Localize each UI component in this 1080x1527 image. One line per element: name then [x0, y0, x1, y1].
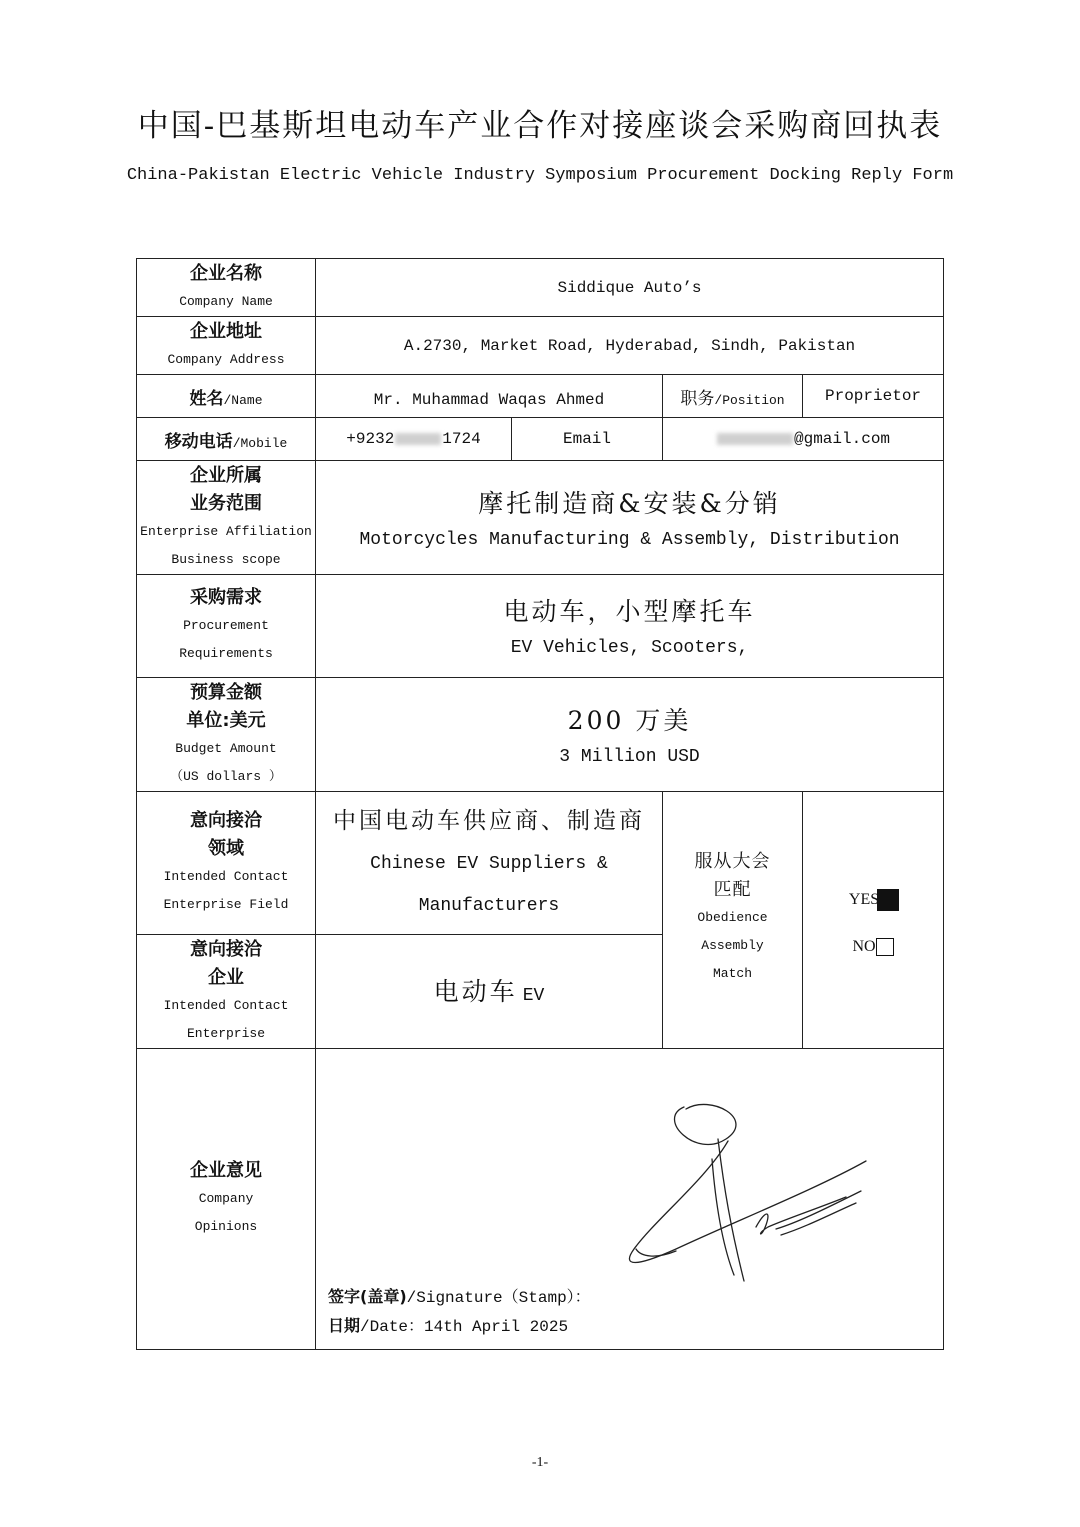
procurement-value: 电动车，小型摩托车 EV Vehicles, Scooters,: [316, 575, 944, 678]
row-mobile-email: [137, 418, 944, 461]
row-contact-field: [137, 792, 944, 935]
mobile-value: +9232 1724: [316, 418, 512, 461]
redacted-blur: [395, 433, 441, 445]
no-label: NO: [852, 938, 876, 955]
yes-checkbox[interactable]: [879, 891, 897, 909]
page-subtitle: China-Pakistan Electric Vehicle Industry Symposium Procurement Docking Reply Form: [126, 166, 954, 185]
name-label: 姓名/Name: [137, 375, 316, 418]
row-name-position: [137, 375, 944, 418]
business-scope-value: 摩托制造商&安装&分销 Motorcycles Manufacturing & Assembly, Distribution: [316, 461, 944, 575]
yes-label: YES: [848, 891, 880, 908]
obedience-options: [803, 792, 944, 1049]
name-value: Mr. Muhammad Waqas Ahmed: [316, 375, 663, 418]
contact-field-label: 意向接洽 领域 Intended Contact Enterprise Field: [137, 792, 316, 935]
date-line: 日期/Date：14th April 2025: [328, 1316, 569, 1336]
contact-enterprise-value: 电动车 EV: [316, 935, 663, 1049]
signature-block: [328, 1283, 591, 1341]
obedience-label: 服从大会 匹配 Obedience Assembly Match: [663, 792, 803, 1049]
opinions-value: [316, 1049, 944, 1350]
company-address-label: 企业地址 Company Address: [137, 317, 316, 375]
mobile-label: 移动电话/Mobile: [137, 418, 316, 461]
redacted-blur: [717, 433, 793, 445]
email-value: @gmail.com: [663, 418, 944, 461]
row-procurement: [137, 575, 944, 678]
row-company-name: [137, 259, 944, 317]
position-value: Proprietor: [803, 375, 944, 418]
row-budget: [137, 678, 944, 792]
contact-enterprise-label: 意向接洽 企业 Intended Contact Enterprise: [137, 935, 316, 1049]
position-label: 职务/Position: [663, 375, 803, 418]
row-opinions: [137, 1049, 944, 1350]
company-name-label: 企业名称 Company Name: [137, 259, 316, 317]
row-company-address: [137, 317, 944, 375]
page-number: -1-: [531, 1455, 549, 1470]
business-scope-label: 企业所属 业务范围 Enterprise Affiliation Business scope: [137, 461, 316, 575]
no-checkbox[interactable]: [876, 938, 894, 956]
company-address-value: A.2730, Market Road, Hyderabad, Sindh, Pakistan: [316, 317, 944, 375]
budget-value: 200 万美 3 Million USD: [316, 678, 944, 792]
procurement-label: 采购需求 Procurement Requirements: [137, 575, 316, 678]
row-business-scope: [137, 461, 944, 575]
page-title: 中国-巴基斯坦电动车产业合作对接座谈会采购商回执表: [137, 108, 943, 144]
opinions-label: 企业意见 Company Opinions: [137, 1049, 316, 1350]
email-label: Email: [512, 418, 663, 461]
signature-line: 签字(盖章)/Signature（Stamp）：: [328, 1287, 591, 1307]
contact-field-value: 中国电动车供应商、制造商 Chinese EV Suppliers & Manufacturers: [316, 792, 663, 935]
handwritten-signature: [616, 1099, 886, 1309]
reply-form-table: [136, 258, 944, 1350]
budget-label: 预算金额 单位:美元 Budget Amount （US dollars ）: [137, 678, 316, 792]
company-name-value: Siddique Auto’s: [316, 259, 944, 317]
